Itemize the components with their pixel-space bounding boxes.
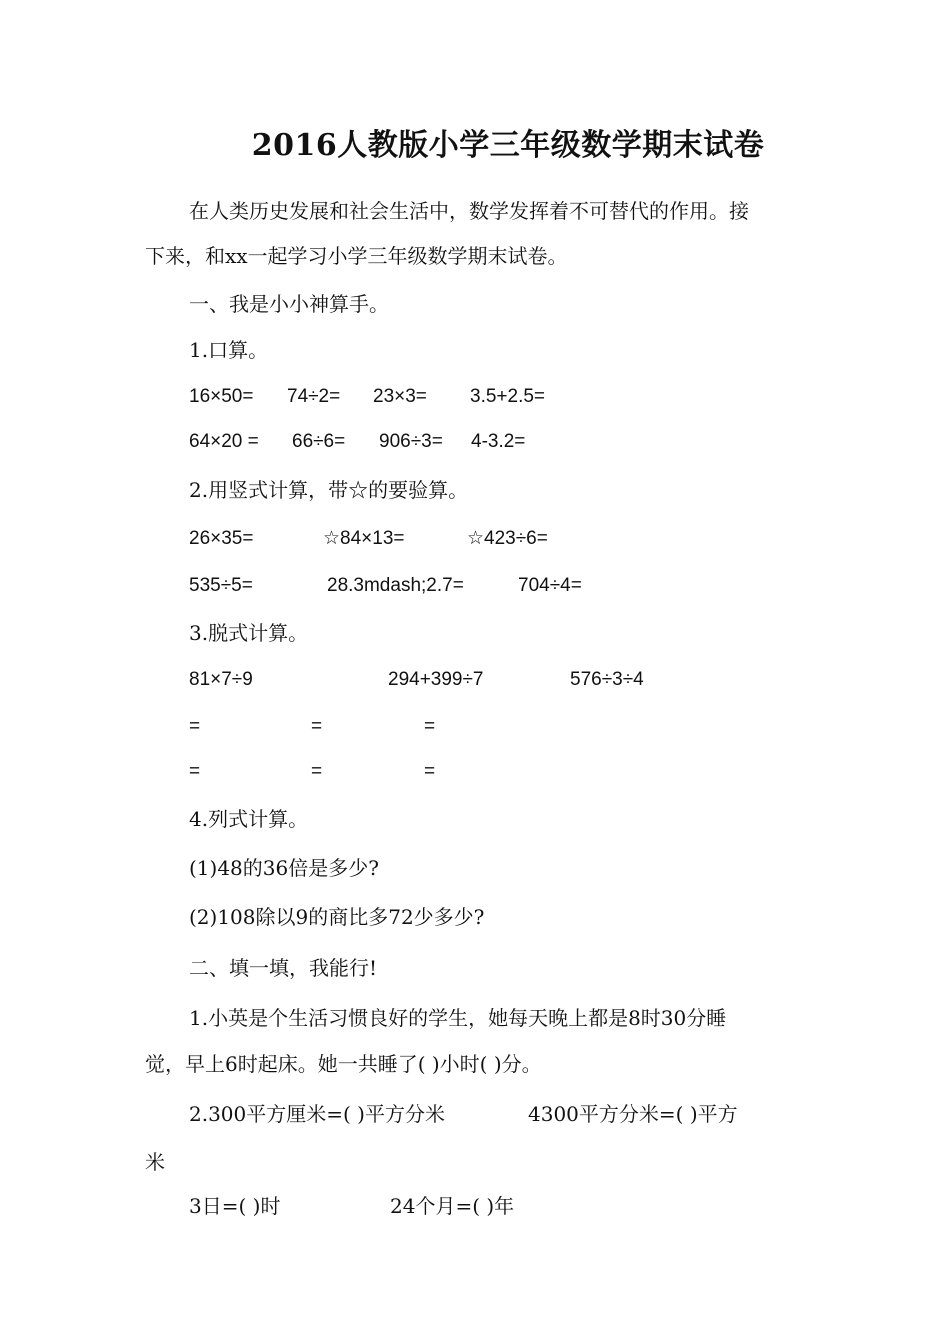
vertical-calc-item: 28.3mdash;2.7=: [327, 575, 464, 596]
fill-2-line-2: 米: [145, 1150, 165, 1174]
equals-sign: =: [424, 761, 436, 782]
fill-1-line-1: 1.小英是个生活习惯良好的学生，她每天晚上都是8时30分睡: [189, 1006, 727, 1030]
fill-3-part-1: 3日=( )时: [189, 1194, 281, 1218]
section-heading-2: 二、填一填，我能行!: [189, 956, 378, 980]
question-2-heading: 2.用竖式计算，带☆的要验算。: [189, 478, 469, 502]
vertical-calc-item: 535÷5=: [189, 575, 253, 596]
equals-sign: =: [311, 761, 323, 782]
stepwise-calc-item: 576÷3÷4: [570, 669, 644, 690]
equals-sign: =: [189, 716, 201, 737]
fill-3-part-2: 24个月=( )年: [390, 1194, 515, 1218]
vertical-calc-item: 704÷4=: [518, 575, 582, 596]
equals-sign: =: [189, 761, 201, 782]
fill-1-line-2: 觉，早上6时起床。她一共睡了( )小时( )分。: [145, 1052, 542, 1076]
equals-sign: =: [424, 716, 436, 737]
oral-item: 66÷6=: [292, 431, 346, 452]
fill-2-part-2: 4300平方分米=( )平方: [528, 1102, 738, 1126]
fill-2-part-1: 2.300平方厘米=( )平方分米: [189, 1102, 445, 1126]
vertical-calc-item: 26×35=: [189, 528, 254, 549]
stepwise-calc-item: 81×7÷9: [189, 669, 253, 690]
question-4-heading: 4.列式计算。: [189, 807, 309, 831]
section-heading-1: 一、我是小小神算手。: [189, 292, 389, 316]
oral-item: 23×3=: [373, 386, 427, 407]
intro-line-1: 在人类历史发展和社会生活中，数学发挥着不可替代的作用。接: [189, 199, 749, 223]
question-3-heading: 3.脱式计算。: [189, 621, 309, 645]
oral-item: 74÷2=: [287, 386, 341, 407]
question-4-1: (1)48的36倍是多少?: [189, 856, 379, 880]
vertical-calc-item: ☆84×13=: [323, 528, 405, 549]
page-title: 2016人教版小学三年级数学期末试卷: [251, 128, 765, 163]
oral-item: 906÷3=: [379, 431, 443, 452]
oral-item: 64×20 =: [189, 431, 259, 452]
vertical-calc-item: ☆423÷6=: [467, 528, 548, 549]
equals-sign: =: [311, 716, 323, 737]
question-4-2: (2)108除以9的商比多72少多少?: [189, 905, 485, 929]
question-1-heading: 1.口算。: [189, 338, 269, 362]
oral-item: 4-3.2=: [471, 431, 526, 452]
intro-line-2: 下来，和xx一起学习小学三年级数学期末试卷。: [145, 244, 568, 268]
oral-item: 16×50=: [189, 386, 254, 407]
oral-item: 3.5+2.5=: [470, 386, 546, 407]
stepwise-calc-item: 294+399÷7: [388, 669, 484, 690]
